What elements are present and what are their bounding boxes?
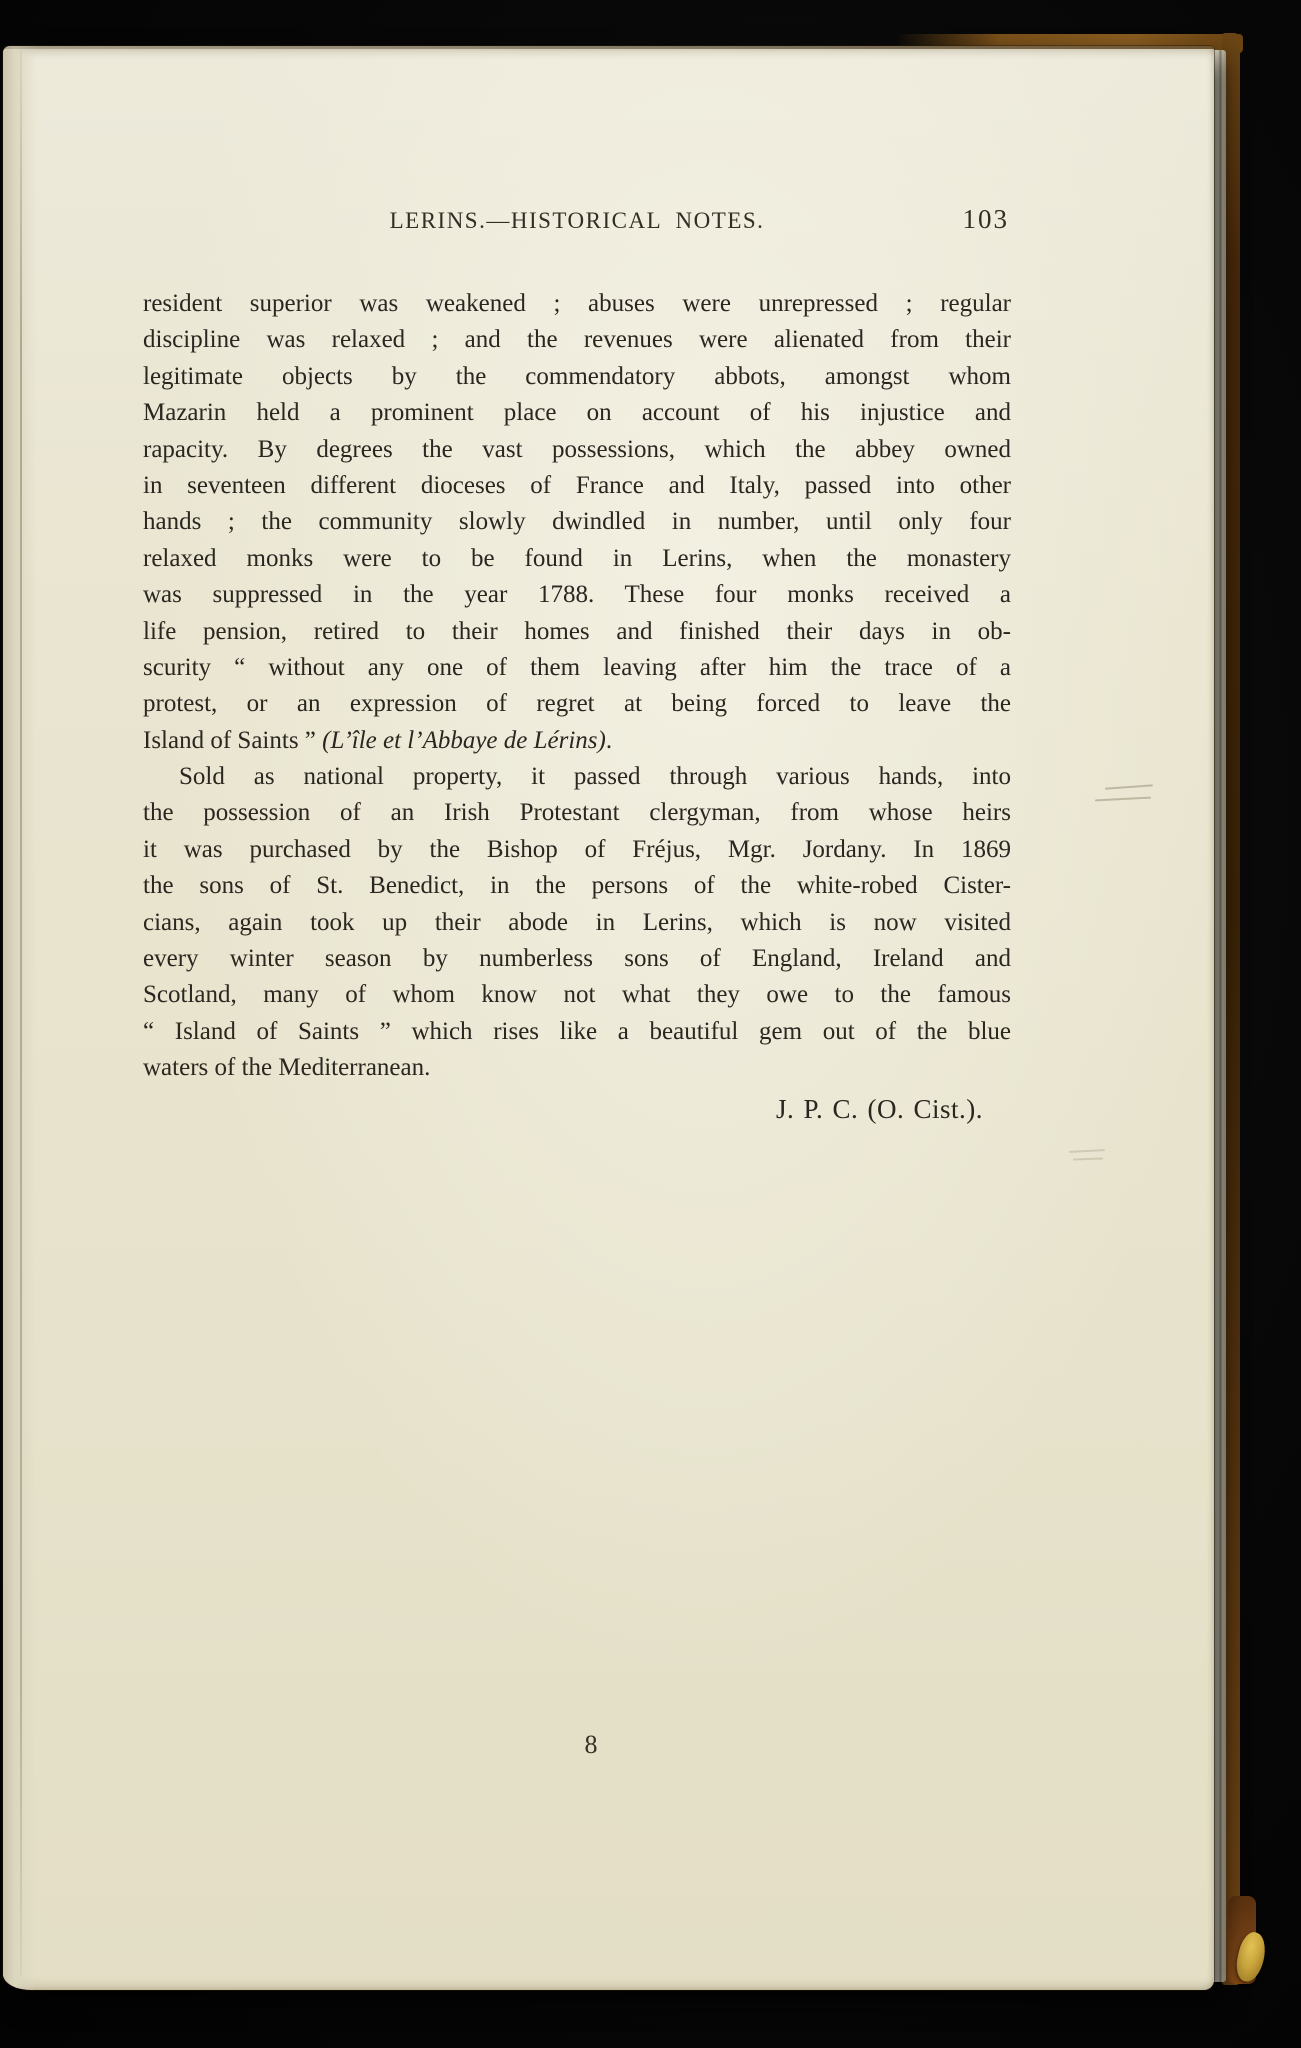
text-line: the possession of an Irish Protestant clergyman, from whose heirs bbox=[143, 799, 1011, 827]
paragraph-1 bbox=[143, 286, 1011, 759]
text-line: scurity “ without any one of them leaving after him the trace of a bbox=[143, 653, 1011, 681]
page-number: 103 bbox=[962, 204, 1009, 234]
text-line: “ Island of Saints ” which rises like a beautiful gem out of the blue bbox=[143, 1017, 1011, 1045]
text-line: hands ; the community slowly dwindled in number, until only four bbox=[143, 508, 1011, 536]
text-line: every winter season by numberless sons of England, Ireland and bbox=[143, 945, 1011, 973]
page-title: LERINS.—HISTORICAL NOTES. bbox=[389, 208, 765, 233]
text-line: discipline was relaxed ; and the revenues were alienated from their bbox=[143, 326, 1011, 354]
text-line: relaxed monks were to be found in Lerins, when the monastery bbox=[143, 544, 1011, 572]
header-divider-rule bbox=[140, 258, 1011, 267]
text-line: resident superior was weakened ; abuses were unrepressed ; regular bbox=[143, 290, 1011, 317]
text-line: in seventeen different dioceses of France and Italy, passed into other bbox=[143, 471, 1011, 499]
text-line: Island of Saints ” (L’île et l’Abbaye de Lérins). bbox=[143, 726, 613, 754]
text-line: life pension, retired to their homes and finished their days in ob- bbox=[143, 617, 1011, 645]
text-line: Scotland, many of whom know not what they owe to the famous bbox=[143, 981, 1011, 1009]
book-page bbox=[3, 46, 1214, 1990]
pencil-mark bbox=[1069, 1150, 1109, 1162]
text-line: protest, or an expression of regret at being forced to leave the bbox=[143, 690, 1011, 718]
text-line: cians, again took up their abode in Lerins, which is now visited bbox=[143, 908, 1011, 936]
text-line: legitimate objects by the commendatory abbots, amongst whom bbox=[143, 362, 1011, 390]
paragraph-2 bbox=[143, 759, 1011, 1087]
text-line: Sold as national property, it passed through various hands, into bbox=[179, 763, 1011, 791]
text-line: Mazarin held a prominent place on account of his injustice and bbox=[143, 399, 1011, 427]
author-signature: J. P. C. (O. Cist.). bbox=[775, 1094, 983, 1124]
text-line: waters of the Mediterranean. bbox=[143, 1054, 431, 1082]
pencil-mark bbox=[1095, 786, 1155, 802]
text-line: was suppressed in the year 1788. These four monks received a bbox=[143, 581, 1011, 609]
page-top-edge-shadow bbox=[3, 46, 1214, 49]
text-line: rapacity. By degrees the vast possessions, which the abbey owned bbox=[143, 435, 1011, 463]
text-line: it was purchased by the Bishop of Fréjus, Mgr. Jordany. In 1869 bbox=[143, 835, 1011, 863]
text-line: the sons of St. Benedict, in the persons of the white-robed Cister- bbox=[143, 872, 1011, 900]
running-header bbox=[143, 202, 1011, 240]
gathering-signature-mark: 8 bbox=[584, 1730, 598, 1759]
body-text bbox=[143, 286, 1011, 1087]
page-crease-line bbox=[20, 50, 22, 1975]
